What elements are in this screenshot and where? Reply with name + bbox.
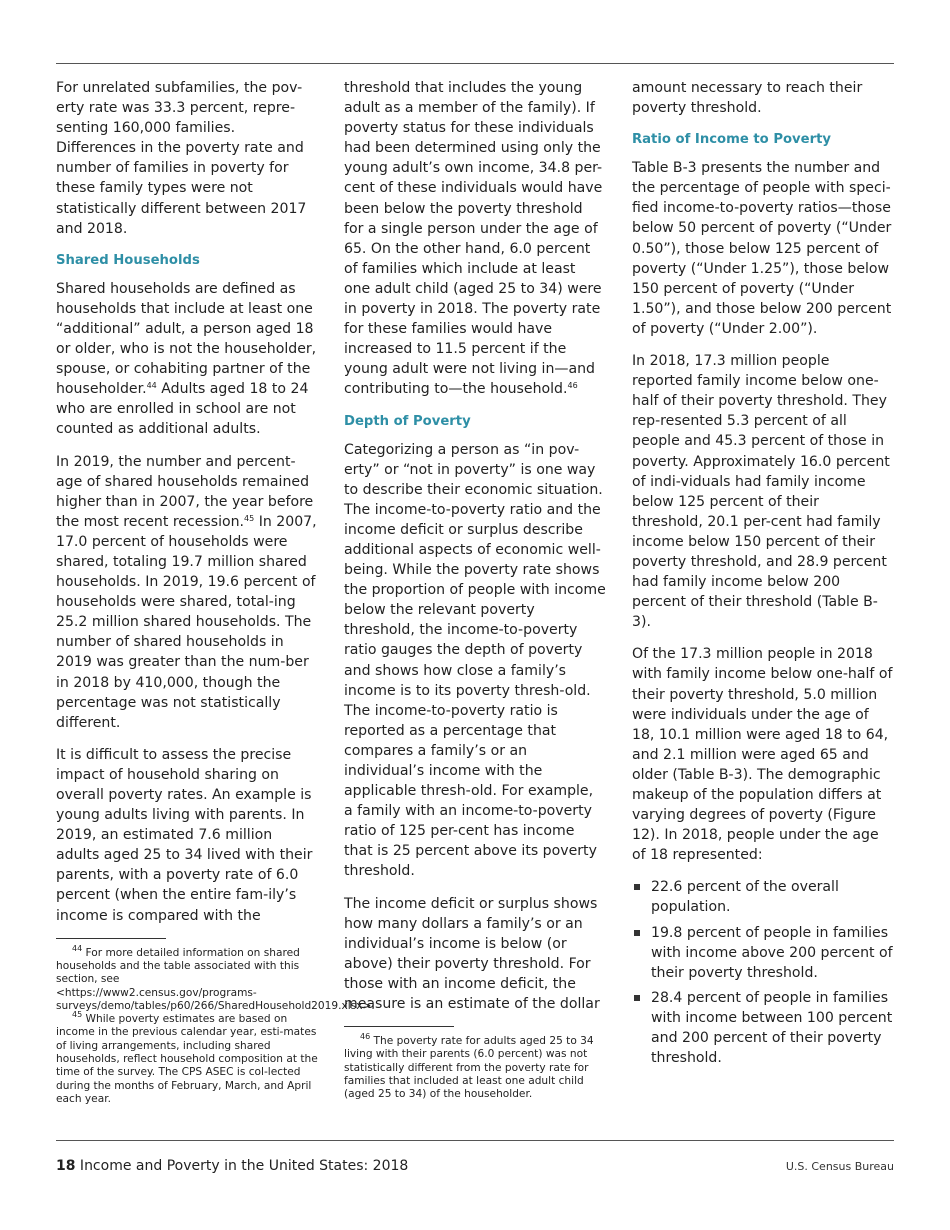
section-heading-shared-households: Shared Households xyxy=(56,252,200,268)
paragraph: amount necessary to reach their poverty threshold. xyxy=(632,80,863,117)
footnote-divider xyxy=(56,938,166,939)
paragraph: The income deficit or surplus shows how many dollars a family’s or an individual’s income is below (or above) their poverty threshold. For those with an income deficit, the measure is an estimate of the dollar xyxy=(344,895,600,1013)
list-item: 19.8 percent of people in families with income above 200 percent of their poverty threshold. xyxy=(632,923,894,983)
footnote-ref-44: 44 xyxy=(146,381,157,391)
paragraph: In 2019, the number and percent-age of shared households remained higher than in 2007, the year before the most recent recession.$^{45}$ In 2007, 17.0 percent of households were shared, totaling 19.7 million shared households. In 2019, 19.6 percent of households were shared, total-ing 25.2 million shared households. The number of shared households in 2019 was greater than the num-ber in 2018 by 410,000, though the percentage was not statistically different. xyxy=(56,453,317,731)
paragraph: It is difficult to assess the precise impact of household sharing on overall poverty rates. An example is young adults living with parents. In 2019, an estimated 7.6 million adults aged 25 to 34 lived with their parents, with a poverty rate of 6.0 percent (when the entire fam-ily’s income is compared with the xyxy=(56,746,313,924)
running-footer-title: 18 Income and Poverty in the United States: 2018 xyxy=(56,1158,409,1174)
paragraph: For unrelated subfamilies, the pov-erty rate was 33.3 percent, repre-senting 160,000 families. Differences in the poverty rate and number of families in poverty for these family types were not statistically different between 2017 and 2018. xyxy=(56,80,307,237)
footnote-46: $^{46}$ The poverty rate for adults aged 25 to 34 living with their parents (6.0 percent) was not statistically different from the poverty rate for families that included at least one adult child (aged 25 to 34) of the householder. xyxy=(344,1032,594,1101)
paragraph: In 2018, 17.3 million people reported family income below one-half of their poverty threshold. They rep-resented 5.3 percent of all people and 45.3 percent of those in poverty. Approximately 16.0 percent of indi-viduals had family income below 125 percent of their threshold, 20.1 per-cent had family income below 150 percent of their poverty threshold, and 28.9 percent had family income below 200 percent of their threshold (Table B-3). xyxy=(632,353,890,631)
list-item: 28.4 percent of people in families with income between 100 percent and 200 percent of their poverty threshold. xyxy=(632,988,894,1068)
section-heading-depth-of-poverty: Depth of Poverty xyxy=(344,413,471,429)
footnote-ref-46: 46 xyxy=(567,381,578,391)
page-number: 18 xyxy=(56,1158,76,1174)
column-1 xyxy=(56,78,375,1106)
bullet-list xyxy=(632,877,894,1068)
paragraph: Of the 17.3 million people in 2018 with family income below one-half of their poverty threshold, 5.0 million were individuals under the age of 18, 10.1 million were aged 18 to 64, and 2.1 million were aged 65 and older (Table B-3). The demographic makeup of the population differs at varying degrees of poverty (Figure 12). In 2018, people under the age of 18 represented: xyxy=(632,646,893,864)
footnote-divider xyxy=(344,1026,454,1027)
footnote-44: $^{44}$ For more detailed information on shared households and the table associated with this section, see <https://www2.census.gov/programs-surveys/demo/tables/p60/266/SharedHousehold2019.xlsx>. xyxy=(56,943,375,1012)
paragraph: Table B-3 presents the number and the percentage of people with speci-fied income-to-poverty ratios—those below 50 percent of poverty (“Under 0.50”), those below 125 percent of poverty (“Under 1.25”), those below 150 percent of poverty (“Under 1.50”), and those below 200 percent of poverty (“Under 2.00”). xyxy=(632,160,892,337)
footnote-ref-45: 45 xyxy=(244,513,255,523)
footnote-45: $^{45}$ While poverty estimates are based on income in the previous calendar year, esti-mates of living arrangements, including shared households, reflect household composition at the time of the survey. The CPS ASEC is col-lected during the months of February, March, and April each year. xyxy=(56,1010,318,1105)
section-heading-ratio-income-poverty: Ratio of Income to Poverty xyxy=(632,132,831,148)
list-item: 22.6 percent of the overall population. xyxy=(632,877,894,917)
top-rule xyxy=(56,63,894,64)
bottom-rule xyxy=(56,1140,894,1141)
column-2 xyxy=(344,78,606,1102)
paragraph: Shared households are defined as households that include at least one “additional” adult, a person aged 18 or older, who is not the householder, spouse, or cohabiting partner of the householder.$^{44}$ Adults aged 18 to 24 who are enrolled in school are not counted as additional adults. xyxy=(56,280,317,438)
paragraph: threshold that includes the young adult as a member of the family). If poverty status for these individuals had been determined using only the young adult’s own income, 34.8 per-cent of these individuals would have been below the poverty threshold for a single person under the age of 65. On the other hand, 6.0 percent of families which include at least one adult child (aged 25 to 34) were in poverty in 2018. The poverty rate for these families would have increased to 11.5 percent if the young adult were not living in—and contributing to—the household.$^{46}$ xyxy=(344,80,603,398)
agency-name: U.S. Census Bureau xyxy=(785,1160,894,1173)
paragraph: Categorizing a person as “in pov-erty” or “not in poverty” is one way to describe their economic situation. The income-to-poverty ratio and the income deficit or surplus describe additional aspects of economic well-being. While the poverty rate shows the proportion of people with income below the relevant poverty threshold, the income-to-poverty ratio gauges the depth of poverty and shows how close a family’s income is to its poverty thresh-old. The income-to-poverty ratio is reported as a percentage that compares a family’s or an individual’s income with the applicable thresh-old. For example, a family with an income-to-poverty ratio of 125 per-cent has income that is 25 percent above its poverty threshold. xyxy=(344,441,606,880)
column-3 xyxy=(632,78,894,1073)
